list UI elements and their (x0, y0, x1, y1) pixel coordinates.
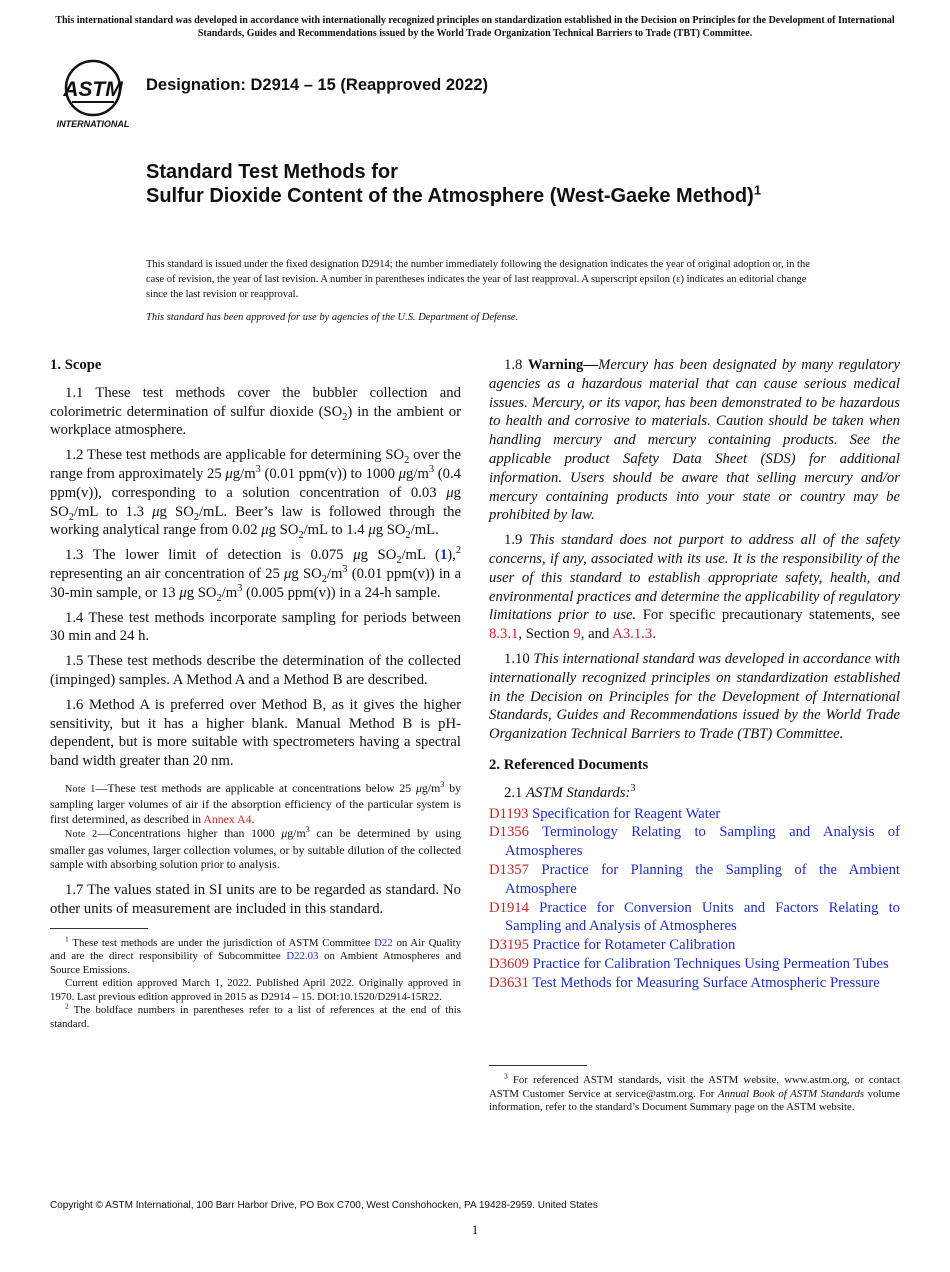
note-2: Note 2—Concentrations higher than 1000 $\mu g/m^3$ can be determined by using smaller gas volumes, larger collection volumes, or by suitable dilution of the collected sample with absorbing solution prior to analysis. (50, 825, 461, 872)
annex-a4-link[interactable]: Annex A4 (203, 811, 252, 826)
copyright-line: Copyright © ASTM International, 100 Barr Harbor Drive, PO Box C700, West Conshohocken, PA 19428-2959. United States (50, 1200, 598, 1211)
referenced-document-code[interactable]: D1356 (489, 824, 529, 841)
referenced-document-title[interactable]: Practice for Planning the Sampling of the Ambient Atmosphere (505, 861, 900, 897)
referenced-document-title[interactable]: Specification for Reagent Water (532, 805, 721, 822)
astm-logo (52, 56, 134, 130)
committee-d22-link[interactable]: D22 (374, 936, 393, 949)
referenced-document-title[interactable]: Terminology Relating to Sampling and Analysis of Atmospheres (505, 824, 900, 860)
section-heading-referenced-documents: 2. Referenced Documents (489, 756, 649, 773)
referenced-document-code[interactable]: D3609 (489, 955, 529, 972)
section-heading-scope: 1. Scope (50, 357, 102, 373)
logo-letters: ASTM (63, 78, 123, 101)
referenced-document-item[interactable] (489, 823, 900, 861)
referenced-document-code[interactable]: D1357 (489, 861, 529, 878)
referenced-document-code[interactable]: D1914 (489, 899, 529, 916)
designation: Designation: D2914 – 15 (Reapproved 2022) (146, 76, 489, 94)
footnote-divider (50, 928, 148, 929)
footnote-2: $^2$ The boldface numbers in parentheses refer to a list of references at the end of this standard. (50, 1001, 461, 1030)
right-footnotes (489, 1065, 900, 1115)
referenced-document-item[interactable] (489, 936, 900, 955)
referenced-document-title[interactable]: Practice for Rotameter Calibration (532, 937, 736, 954)
para-1-6: 1.6 Method A is preferred over Method B, as it gives the higher sensitivity, but it has a higher blank. Manual Method B is pH-dependent, but is more suitable with spectrometers having a spectral band width greater than 20 nm. (50, 696, 461, 770)
title-line-2: Sulfur Dioxide Content of the Atmosphere (West-Gaeke Method)$^1$ (146, 182, 762, 207)
footnote-divider-right (489, 1065, 587, 1066)
issued-note: This standard is issued under the fixed designation D2914; the number immediately following the designation indicates the year of original adoption or, in the case of revision, the year of last revision. A number in parentheses indicates the year of last reapproval. A superscript epsilon (ε) indicates an editorial change since the last revision or reapproval. (146, 259, 810, 300)
top-notice: This international standard was developed in accordance with internationally recognized principles on standardization established in the Decision on Principles for the Development of International Standards, Guides and Recommendations issued by the World Trade Organization Technical Barriers to Trade (TBT) Committee. (55, 15, 895, 39)
logo-subtitle: INTERNATIONAL (56, 119, 130, 129)
para-1-1: 1.1 These test methods cover the bubbler collection and colorimetric determination of sulfur dioxide $(SO_2)$ in the ambient or workplace atmosphere. (50, 384, 461, 439)
referenced-document-code[interactable]: D3631 (489, 974, 529, 991)
note-1: Note 1—These test methods are applicable at concentrations below 25 $\mu g/m^3$ by sampling larger volumes of air if the absorption efficiency of the particular system is first determined, as described in Annex A4. (50, 780, 461, 826)
para-2-1: 2.1 ASTM Standards:$^3$ (504, 782, 636, 801)
para-1-7: 1.7 The values stated in SI units are to be regarded as standard. No other units of measurement are included in this standard. (50, 881, 461, 917)
notes (50, 781, 461, 872)
para-1-4: 1.4 These test methods incorporate sampling for periods between 30 min and 24 h. (50, 609, 461, 645)
footnote-1: $^1$ These test methods are under the jurisdiction of ASTM Committee D22 on Air Quality and are the direct responsibility of Subcommittee D22.03 on Ambient Atmospheres and Source Emissions. (50, 933, 461, 976)
section-9-link[interactable]: 9 (573, 626, 581, 643)
referenced-document-code[interactable]: D1193 (489, 805, 529, 822)
a3-1-3-link[interactable]: A3.1.3 (612, 626, 653, 643)
title-line-1: Standard Test Methods for (146, 161, 398, 183)
referenced-document-item[interactable] (489, 899, 900, 937)
para-1-2: 1.2 These test methods are applicable for determining $SO_2$ over the range from approximately 25 $\mu g/m^3$ (0.01 ppm(v)) to 1000 $\mu g/m^3$ (0.4 ppm(v)), corresponding to a solution concentration of 0.03 μg $SO_2/mL$ to 1.3 μg $SO_2/mL$. Beer’s law is followed through the working analytical range from 0.02 μg $SO_2/mL$ to 1.4 μg $SO_2/mL$. (50, 447, 462, 542)
referenced-document-item[interactable] (489, 861, 900, 899)
referenced-document-item[interactable] (489, 805, 900, 824)
para-1-10: 1.10 This international standard was developed in accordance with internationally recognized principles on standardization established in the Decision on Principles for the Development of International Standards, Guides and Recommendations issued by the World Trade Organization Technical Barriers to Trade (TBT) Committee. (489, 650, 901, 743)
footnote-3: $^3$ For referenced ASTM standards, visit the ASTM website, www.astm.org, or contact ASTM Customer Service at service@astm.org. For Annual Book of ASTM Standards volume information, refer to the standard’s Document Summary page on the ASTM website. (489, 1071, 900, 1113)
referenced-document-title[interactable]: Practice for Conversion Units and Factors Relating to Sampling and Analysis of Atmospheres (505, 899, 901, 935)
para-1-5: 1.5 These test methods describe the determination of the collected (impinged) samples. A Method A and a Method B are described. (50, 653, 461, 688)
referenced-document-item[interactable] (489, 955, 900, 974)
referenced-document-title[interactable]: Test Methods for Measuring Surface Atmospheric Pressure (532, 974, 880, 991)
para-1-9: 1.9 This standard does not purport to address all of the safety concerns, if any, associated with its use. It is the responsibility of the user of this standard to establish appropriate safety, health, and environmental practices and determine the applicability of regulatory limitations prior to use. For specific precautionary statements, see 8.3.1, Section 9, and A3.1.3. (489, 532, 901, 643)
para-1-8: 1.8 Warning—Mercury has been designated by many regulatory agencies as a hazardous material that can cause serious medical issues. Mercury, or its vapor, has been demonstrated to be hazardous to health and corrosive to materials. Caution should be taken when handling mercury and mercury containing products. See the applicable product Safety Data Sheet (SDS) for additional information. Users should be aware that selling mercury and/or mercury containing products into your state or country may be prohibited by law. (489, 357, 901, 524)
referenced-document-title[interactable]: Practice for Calibration Techniques Using Permeation Tubes (532, 955, 889, 972)
subcommittee-d22-03-link[interactable]: D22.03 (286, 950, 319, 963)
footnote-edition: Current edition approved March 1, 2022. Published April 2022. Originally approved in 1970. Last previous edition approved in 2015 as D2914 – 15. DOI:10.1520/D2914-15R22. (50, 977, 461, 1003)
referenced-document-code[interactable]: D3195 (489, 937, 529, 954)
left-column (50, 356, 461, 1031)
page-number: 1 (471, 1222, 479, 1237)
title-footnote-mark: 1 (753, 182, 762, 198)
document-title (146, 160, 866, 208)
section-8-3-1-link[interactable]: 8.3.1 (489, 626, 519, 643)
referenced-document-item[interactable] (489, 974, 900, 993)
para-1-3: 1.3 The lower limit of detection is 0.075 μg $SO_2/mL$ (1),$^2$ representing an air concentration of 25 μg $SO_2/m^3$ (0.01 ppm(v)) in a 30-min sample, or 13 μg $SO_2/m^3$ (0.005 ppm(v)) in a 24-h sample. (50, 545, 461, 604)
dod-approval-note: This standard has been approved for use by agencies of the U.S. Department of Defense. (146, 312, 519, 323)
right-column (489, 356, 900, 993)
reference-1-link[interactable]: 1 (439, 547, 448, 564)
referenced-documents-list (489, 805, 900, 993)
